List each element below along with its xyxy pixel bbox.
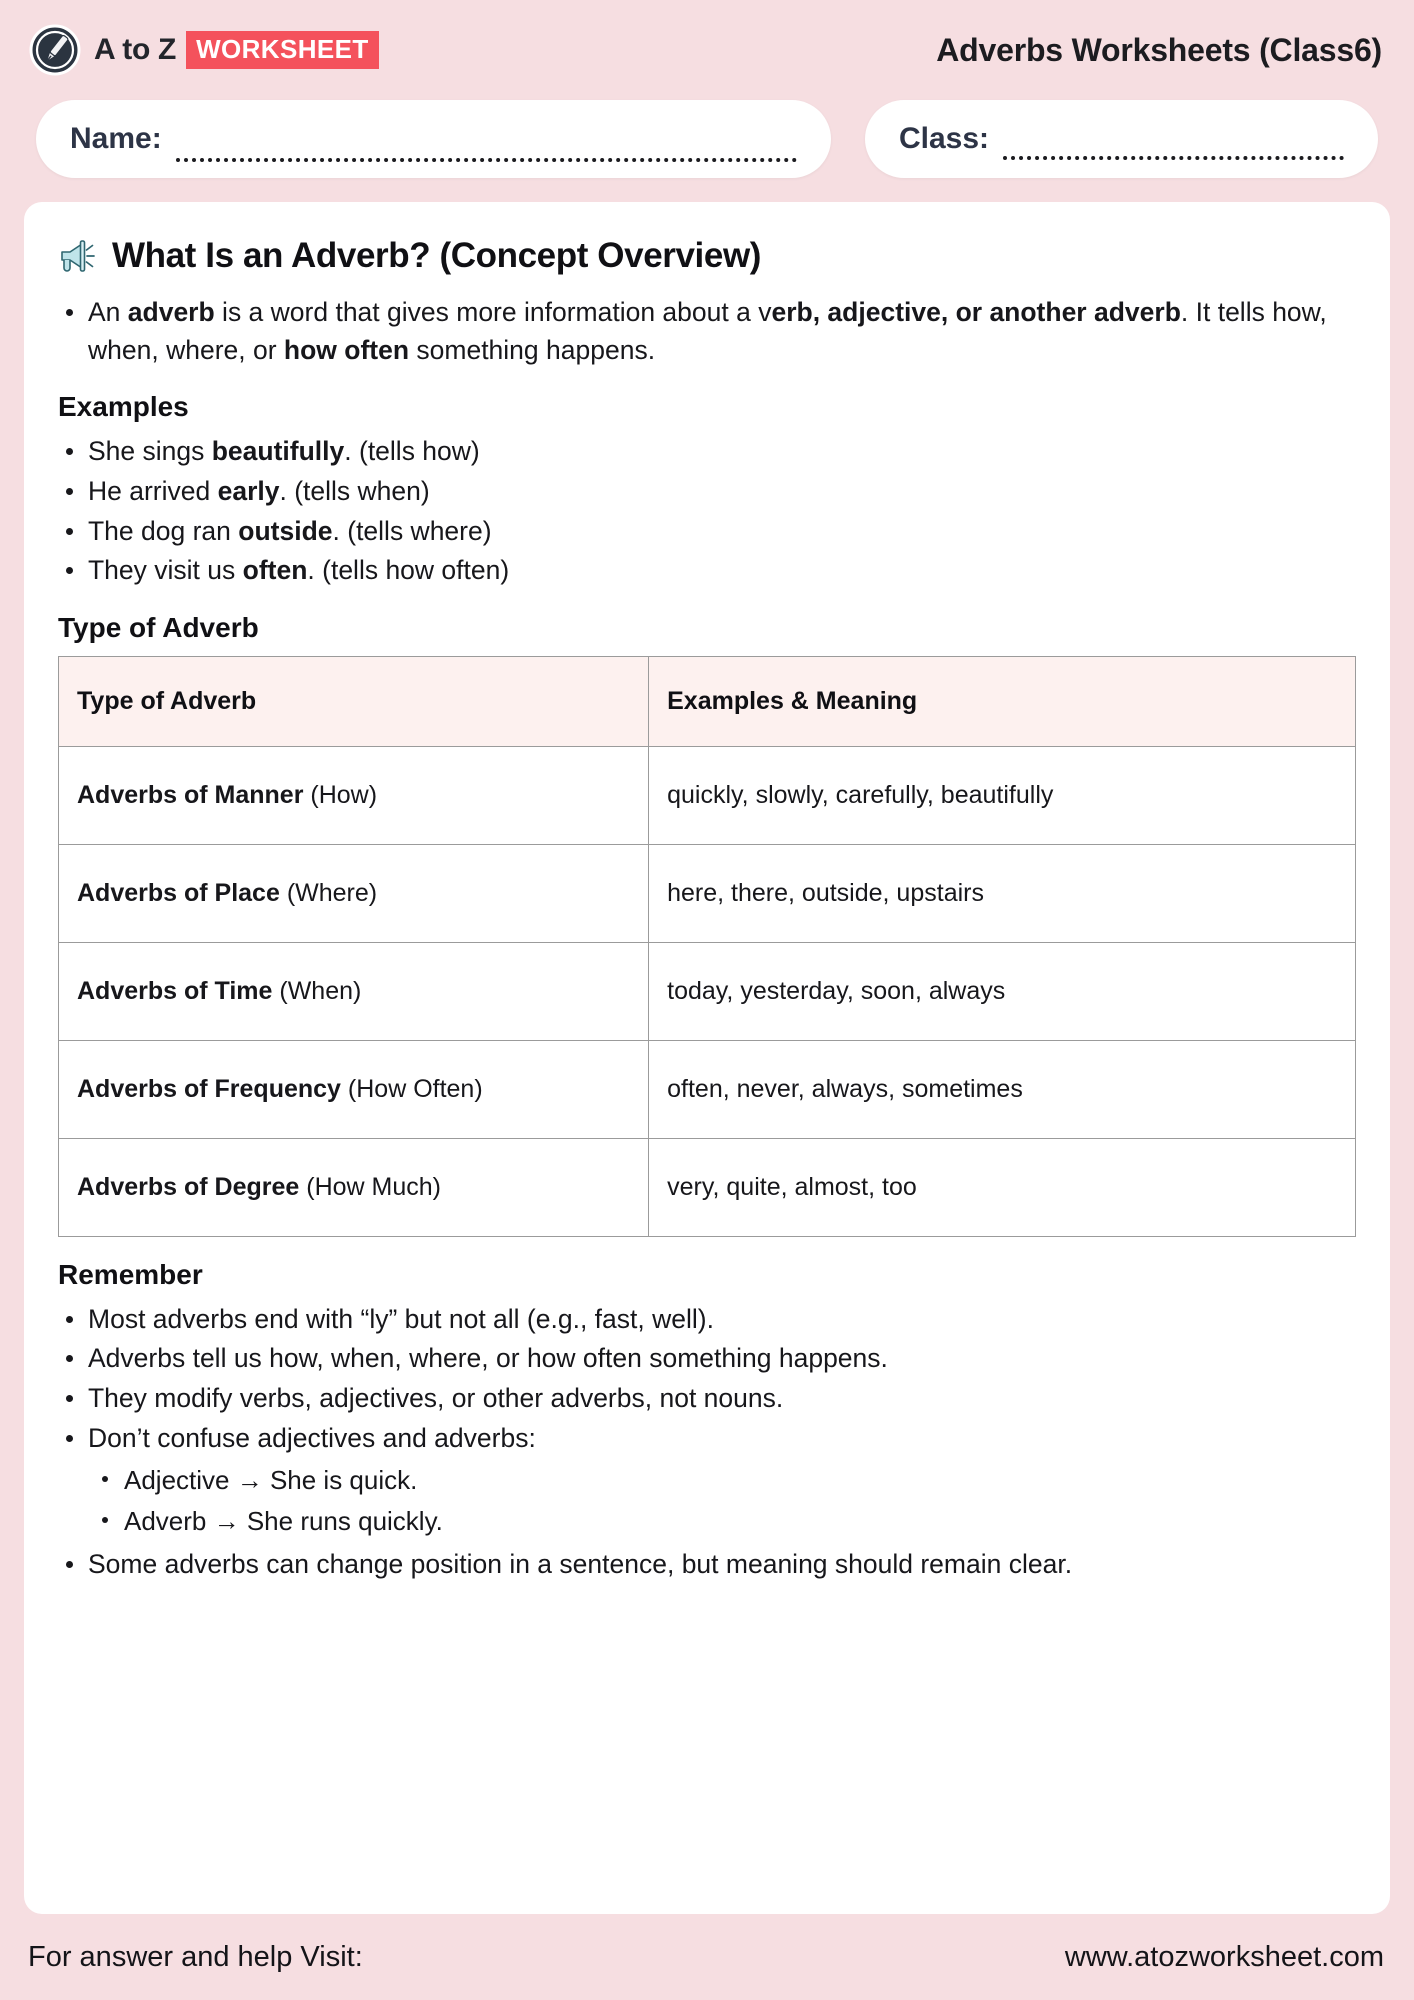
column-header-type: Type of Adverb — [59, 656, 649, 746]
adverb-type-name: Adverbs of Place — [77, 878, 280, 907]
class-input-line[interactable] — [1003, 138, 1344, 160]
list-item: They visit us often. (tells how often) — [58, 552, 1356, 590]
table-row — [59, 746, 1356, 844]
definition-item: An adverb is a word that gives more information about a verb, adjective, or another adverb. It tells how, when, where, or how often something happens. — [58, 294, 1356, 369]
worksheet-content-card — [24, 202, 1390, 1914]
list-item: He arrived early. (tells when) — [58, 473, 1356, 511]
list-item: Some adverbs can change position in a sentence, but meaning should remain clear. — [58, 1546, 1356, 1584]
name-field[interactable] — [36, 100, 831, 178]
page-header — [0, 0, 1414, 100]
cell-adverb-type — [59, 844, 649, 942]
concept-overview-heading — [58, 236, 1356, 276]
adverb-type-name: Adverbs of Time — [77, 976, 273, 1005]
list-item-label: Don’t confuse adjectives and adverbs: — [88, 1422, 536, 1453]
concept-overview-title: What Is an Adverb? (Concept Overview) — [112, 236, 762, 275]
adverb-type-question: (Where) — [286, 878, 378, 907]
cell-adverb-type — [59, 1040, 649, 1138]
remember-heading: Remember — [58, 1258, 203, 1290]
examples-heading: Examples — [58, 391, 189, 423]
adverb-type-question: (How) — [310, 780, 378, 809]
column-header-examples: Examples & Meaning — [649, 656, 1356, 746]
cell-adverb-examples: very, quite, almost, too — [649, 1138, 1356, 1236]
adjective-adverb-comparison-list — [88, 1461, 1356, 1540]
cell-adverb-examples: here, there, outside, upstairs — [649, 844, 1356, 942]
list-item: Most adverbs end with “ly” but not all (e.g., fast, well). — [58, 1301, 1356, 1339]
list-item: Adjective → She is quick. — [88, 1461, 1356, 1499]
adverb-type-question: (How Often) — [347, 1074, 483, 1103]
footer-website-url[interactable]: www.atozworksheet.com — [1064, 1940, 1384, 1973]
cell-adverb-type — [59, 942, 649, 1040]
footer-help-text: For answer and help Visit: — [28, 1940, 363, 1973]
adverb-type-name: Adverbs of Degree — [77, 1172, 300, 1201]
brand-logo — [28, 23, 379, 77]
table-header-row — [59, 656, 1356, 746]
cell-adverb-type — [59, 746, 649, 844]
page-footer — [0, 1914, 1414, 2000]
cell-adverb-examples: today, yesterday, soon, always — [649, 942, 1356, 1040]
adverb-types-table — [58, 656, 1356, 1237]
class-label: Class: — [899, 122, 990, 155]
adverb-type-name: Adverbs of Frequency — [77, 1074, 341, 1103]
name-label: Name: — [70, 122, 162, 155]
adverb-type-question: (When) — [279, 976, 362, 1005]
list-item: The dog ran outside. (tells where) — [58, 513, 1356, 551]
table-section-heading: Type of Adverb — [58, 611, 259, 643]
megaphone-icon — [58, 238, 98, 274]
list-item: Adverbs tell us how, when, where, or how often something happens. — [58, 1340, 1356, 1378]
definition-list — [58, 294, 1356, 369]
brand-name-badge: WORKSHEET — [186, 31, 379, 69]
remember-list — [58, 1301, 1356, 1584]
class-field[interactable] — [865, 100, 1378, 178]
list-item — [58, 1420, 1356, 1541]
student-info-row — [0, 100, 1414, 192]
table-row — [59, 844, 1356, 942]
table-row — [59, 942, 1356, 1040]
table-row — [59, 1138, 1356, 1236]
cell-adverb-examples: often, never, always, sometimes — [649, 1040, 1356, 1138]
name-input-line[interactable] — [176, 140, 797, 162]
examples-list — [58, 433, 1356, 590]
table-row — [59, 1040, 1356, 1138]
page-title: Adverbs Worksheets (Class6) — [936, 31, 1382, 68]
pen-circle-logo-icon — [28, 23, 82, 77]
brand-name-primary: A to Z — [94, 33, 177, 66]
list-item: They modify verbs, adjectives, or other adverbs, not nouns. — [58, 1380, 1356, 1418]
cell-adverb-examples: quickly, slowly, carefully, beautifully — [649, 746, 1356, 844]
cell-adverb-type — [59, 1138, 649, 1236]
adverb-type-question: (How Much) — [306, 1172, 441, 1201]
adverb-type-name: Adverbs of Manner — [77, 780, 304, 809]
list-item: Adverb → She runs quickly. — [88, 1502, 1356, 1540]
list-item: She sings beautifully. (tells how) — [58, 433, 1356, 471]
